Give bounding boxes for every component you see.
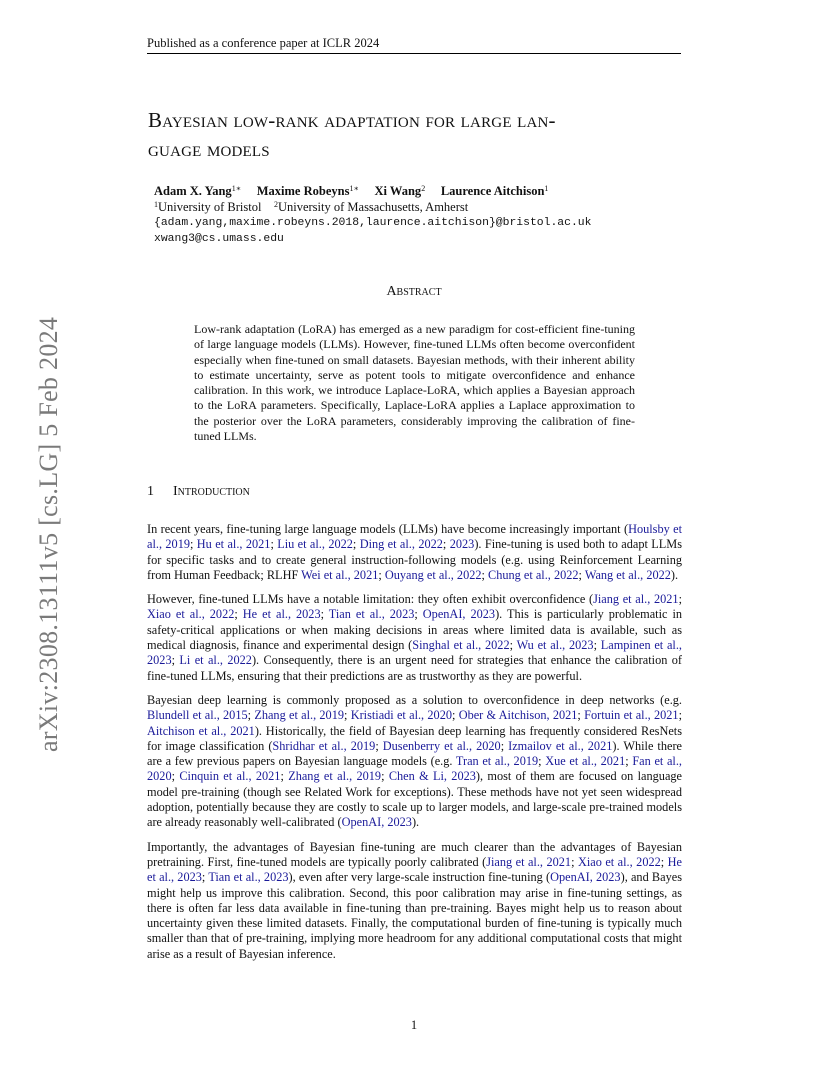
paragraph-text: ), and Bayes might help us improve this calibration. Second, this poor calibration may arise in fine-tuning settings, as there is often far less data available in fine-tuning than pre-training. Bayes might help us to reason about uncertainty given these limited datasets. Finally, the computational burden of fine-tuning is typically much smaller than that of pre-training, implying more headroom for any additional computational costs that might arise as a result of Bayesian inference.: [147, 870, 682, 961]
citation-link[interactable]: Tian et al., 2023: [328, 607, 415, 622]
paragraph-text: ;: [381, 769, 389, 784]
running-header: Published as a conference paper at ICLR 2024: [147, 36, 380, 50]
header-rule: [147, 53, 681, 54]
paragraph: [147, 522, 682, 583]
citation-link[interactable]: Liu et al., 2022: [277, 537, 353, 552]
section-number: 1: [147, 484, 154, 499]
affiliation-sup: 1: [154, 200, 158, 209]
citation-link[interactable]: OpenAI, 2023: [422, 607, 496, 622]
citation-link[interactable]: Wang et al., 2022: [584, 567, 671, 582]
citation-link[interactable]: Singhal et al., 2022: [412, 638, 510, 653]
paragraph-text: ;: [500, 738, 509, 753]
section-heading: [147, 484, 250, 500]
paragraph-text: ;: [344, 708, 351, 723]
citation-link[interactable]: Chen & Li, 2023: [388, 769, 476, 784]
paragraph: [147, 840, 682, 962]
page-number: 1: [410, 1018, 418, 1032]
paper-title: [148, 106, 688, 164]
citation-link[interactable]: Dusenberry et al., 2020: [382, 738, 501, 753]
affiliation-name: University of Bristol: [158, 200, 262, 214]
paragraph-text: ), most of them are focused on language model pre-training (though see Related Work for exceptions). These methods have not yet seen widespread adoption, potentially because they are costly to scale up to larger models, and large-scale pre-trained models are already reasonably well-calibrated (: [147, 769, 683, 830]
arxiv-stamp: arXiv:2308.13111v5 [cs.LG] 5 Feb 2024: [34, 316, 63, 752]
paragraph-text: ;: [234, 607, 243, 622]
paragraph: [147, 693, 682, 831]
citation-link[interactable]: Wei et al., 2021: [301, 567, 379, 582]
paragraph-text: ). This is particularly problematic in safety-critical applications or when making decisions in areas where limited data is available, such as medical diagnosis, finance and experimental design (: [147, 607, 683, 653]
citation-link[interactable]: Izmailov et al., 2021: [508, 738, 613, 753]
paragraph-text: Importantly, the advantages of Bayesian fine-tuning are much clearer than the advantages of Bayesian pretraining. First, fine-tuned models are typically poorly calibrated (: [147, 839, 682, 869]
paragraph-text: ;: [201, 870, 209, 885]
citation-link[interactable]: Blundell et al., 2015: [147, 708, 248, 723]
paragraph-text: In recent years, fine-tuning large language models (LLMs) have become increasingly important (: [147, 522, 629, 536]
author-list: [154, 183, 694, 199]
paragraph-text: ;: [593, 638, 601, 653]
abstract-text: Low-rank adaptation (LoRA) has emerged as a new paradigm for cost-efficient fine-tuning of large language models (LLMs). However, fine-tuned LLMs often become overconfident especially when fine-tuned on small datasets. Bayesian methods, with their inherent ability to estimate uncertainty, serve as potent tools to mitigate overconfidence and enhance calibration. In this work, we introduce Laplace-LoRA, which applies a Bayesian approach to the LoRA parameters. Specifically, Laplace-LoRA applies a Laplace approximation to the posterior over the LoRA parameters, considerably improving the calibration of fine-tuned LLMs.: [194, 322, 635, 444]
author-sup: 1: [544, 184, 549, 193]
citation-link[interactable]: Zhang et al., 2019: [254, 708, 344, 723]
paragraph-text: ;: [571, 854, 578, 869]
paragraph-text: ;: [678, 592, 682, 607]
citation-link[interactable]: Jiang et al., 2021: [486, 854, 572, 869]
author-name: Adam X. Yang: [154, 184, 232, 198]
citation-link[interactable]: Xiao et al., 2022: [147, 607, 235, 622]
citation-link[interactable]: Ouyang et al., 2022: [384, 567, 482, 582]
paragraph-text: ). Consequently, there is an urgent need for strategies that enhance the calibration of fine-tuned LLMs, ensuring that their predictions are as trustworthy as they are powerful.: [147, 653, 682, 683]
citation-link[interactable]: Xue et al., 2021: [545, 754, 626, 769]
paragraph-text: ).: [670, 567, 679, 582]
paragraph-text: ), even after very large-scale instruction fine-tuning (: [288, 870, 551, 885]
citation-link[interactable]: OpenAI, 2023: [550, 870, 621, 885]
paragraph-text: ;: [625, 754, 633, 769]
affiliation-name: University of Massachusetts, Amherst: [277, 200, 469, 214]
paragraph-text: ). Historically, the field of Bayesian deep learning has frequently considered ResNets for image classification (: [147, 723, 682, 753]
author-email[interactable]: {adam.yang,maxime.robeyns.2018,laurence.aitchison}@bristol.ac.uk: [154, 217, 592, 229]
paragraph-text: ).: [411, 815, 420, 830]
author-email[interactable]: xwang3@cs.umass.edu: [154, 233, 284, 245]
paragraph-text: Bayesian deep learning is commonly proposed as a solution to overconfidence in deep networks (e.g.: [147, 692, 682, 707]
citation-link[interactable]: Tian et al., 2023: [208, 870, 289, 885]
paragraph-text: ;: [414, 607, 423, 622]
citation-link[interactable]: Li et al., 2022: [179, 653, 252, 668]
citation-link[interactable]: Ober & Aitchison, 2021: [458, 708, 578, 723]
author-name: Maxime Robeyns: [256, 184, 350, 198]
paragraph-text: ;: [280, 769, 289, 784]
citation-link[interactable]: 2023: [449, 537, 475, 552]
citation-link[interactable]: Aitchison et al., 2021: [147, 723, 255, 738]
citation-link[interactable]: He et al., 2023: [147, 854, 682, 885]
paragraph-text: ;: [171, 653, 180, 668]
title-line-2: guage models: [148, 137, 270, 161]
paragraph-text: ;: [375, 738, 383, 753]
citation-link[interactable]: Wu et al., 2023: [516, 638, 594, 653]
citation-link[interactable]: He et al., 2023: [242, 607, 321, 622]
section-title: Introduction: [173, 484, 250, 499]
paragraph-text: ;: [270, 537, 278, 552]
paragraph-text: ). While there are a few previous papers on Bayesian language models (e.g.: [147, 738, 682, 769]
paragraph-text: ;: [352, 537, 360, 552]
paragraph-text: ). Fine-tuning is used both to adapt LLMs for specific tasks and to create general instruction-following models (e.g. using Reinforcement Learning from Human Feedback; RLHF: [147, 537, 682, 582]
paragraph-text: ;: [378, 567, 385, 582]
citation-link[interactable]: Lampinen et al., 2023: [147, 638, 683, 668]
paragraph-text: ;: [509, 638, 517, 653]
paragraph-text: ;: [320, 607, 329, 622]
author-name: Xi Wang: [374, 184, 422, 198]
abstract-heading: Abstract: [386, 284, 442, 299]
paragraph-text: ;: [171, 769, 180, 784]
citation-link[interactable]: Chung et al., 2022: [488, 567, 579, 582]
author-sup: 2: [421, 184, 426, 193]
paragraph-text: ;: [538, 754, 546, 769]
author-sup: 1∗: [349, 184, 359, 193]
citation-link[interactable]: Xiao et al., 2022: [577, 854, 661, 869]
citation-link[interactable]: OpenAI, 2023: [341, 815, 412, 830]
citation-link[interactable]: Shridhar et al., 2019: [272, 738, 376, 753]
citation-link[interactable]: Fortuin et al., 2021: [584, 708, 679, 723]
author-sup: 1∗: [231, 184, 242, 193]
paragraph-text: ;: [452, 708, 459, 723]
paragraph-text: ;: [678, 708, 683, 723]
paragraph-text: ;: [578, 567, 585, 582]
citation-link[interactable]: Fan et al., 2020: [147, 754, 682, 784]
citation-link[interactable]: Zhang et al., 2019: [288, 769, 382, 784]
paragraph-text: ;: [577, 708, 585, 723]
affiliations: [154, 199, 694, 215]
citation-link[interactable]: Tran et al., 2019: [455, 754, 539, 769]
paragraph-text: ;: [481, 567, 489, 582]
citation-link[interactable]: Jiang et al., 2021: [593, 592, 679, 607]
citation-link[interactable]: Ding et al., 2022: [359, 537, 443, 552]
citation-link[interactable]: Houlsby et al., 2019: [147, 522, 682, 552]
body-text: [147, 522, 682, 971]
paragraph-text: ;: [190, 537, 197, 552]
paragraph-text: However, fine-tuned LLMs have a notable limitation: they often exhibit overconfidence (: [147, 592, 594, 607]
citation-link[interactable]: Hu et al., 2021: [196, 537, 271, 552]
affiliation-sup: 2: [273, 200, 278, 209]
author-name: Laurence Aitchison: [440, 184, 545, 198]
citation-link[interactable]: Cinquin et al., 2021: [179, 769, 281, 784]
paragraph: [147, 592, 682, 684]
paragraph-text: ;: [442, 537, 450, 552]
author-block: [154, 183, 694, 247]
paragraph-text: ;: [247, 708, 255, 723]
citation-link[interactable]: Kristiadi et al., 2020: [350, 708, 452, 723]
title-line-1: Bayesian low-rank adaptation for large lan-: [148, 108, 556, 132]
paragraph-text: ;: [660, 854, 668, 869]
